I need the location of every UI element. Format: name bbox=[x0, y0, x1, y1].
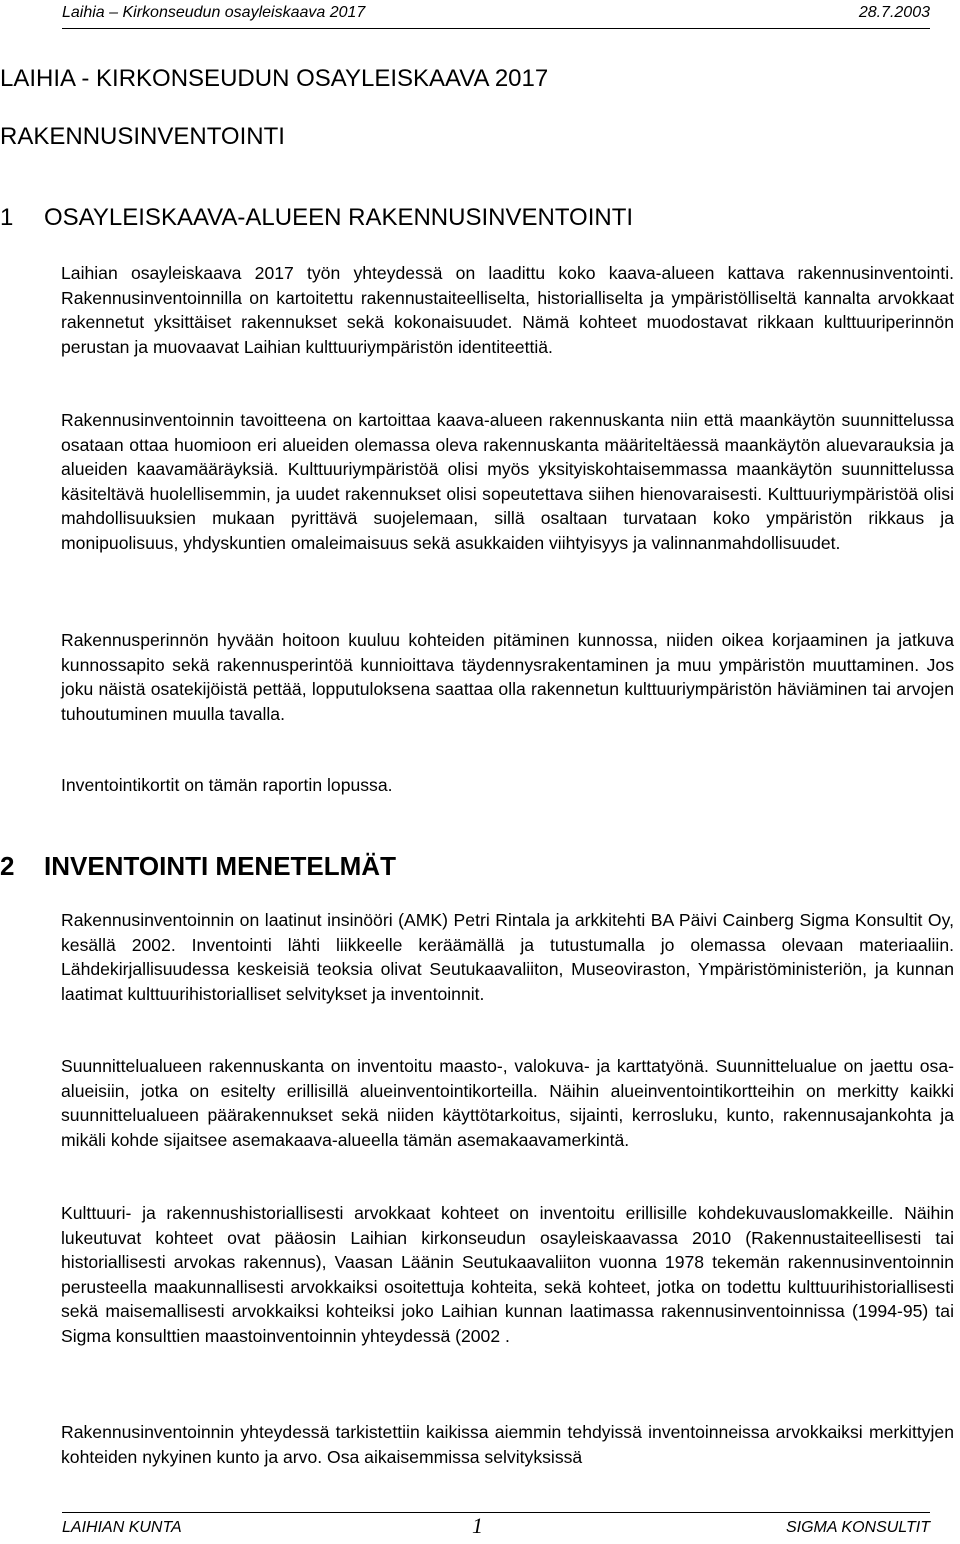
section-number: 1 bbox=[0, 204, 14, 231]
paragraph: Rakennusperinnön hyvään hoitoon kuuluu kohteiden pitäminen kunnossa, niiden oikea korjaaminen ja jatkuva kunnossapito sekä rakennusperintöä kunnioittava täydennysrakentaminen ja muu ympäristön muuttaminen. Jos joku näistä osatekijöistä pettää, lopputuloksena saattaa olla rakennetun kulttuuriympäristön häviäminen tai arvojen tuhoutuminen muulla tavalla. bbox=[61, 630, 954, 724]
section-heading-2 bbox=[0, 851, 396, 881]
footer-company: SIGMA KONSULTIT bbox=[785, 1519, 930, 1536]
paragraph: Rakennusinventoinnin tavoitteena on kartoittaa kaava-alueen rakennuskanta niin että maankäytön suunnittelussa osataan ottaa huomioon eri alueiden olemassa oleva rakennuskanta määriteltäessä maankäytön aluevarauksia ja alueiden kaavamääräyksiä. Kulttuuriympäristöä olisi myös yksityiskohtaisemmassa maankäytön suunnittelussa käsiteltävä huolellisemmin, ja uudet rakennukset olisi sopeutettava siihen hienovaraisesti. Kulttuuriympäristöä olisi mahdollisuuksien mukaan pyrittävä suojelemaan, sillä osaltaan turvataan koko ympäristön rikkaus ja monipuolisuus, yhdyskuntien omaleimaisuus sekä asukkaiden viihtyisyys ja valinnanmahdollisuudet. bbox=[61, 410, 954, 553]
document-title: LAIHIA - KIRKONSEUDUN OSAYLEISKAAVA 2017 bbox=[0, 65, 549, 92]
document-subtitle: RAKENNUSINVENTOINTI bbox=[0, 123, 285, 150]
page-footer bbox=[62, 1512, 930, 1544]
header-document-title: Laihia – Kirkonseudun osayleiskaava 2017 bbox=[62, 4, 366, 21]
paragraph: Kulttuuri- ja rakennushistoriallisesti arvokkaat kohteet on inventoitu erillisille kohdekuvauslomakkeille. Näihin lukeutuvat kohteet ovat pääosin Laihian kirkonseudun osayleiskaavassa 2010 (Rakennustaiteellisesti tai historiallisesti arvokas rakennus), Vaasan Läänin Seutukaavaliiton vuonna 1978 tekemän rakennusinventoinnin perusteella maakunnallisesti arvokkaiksi osoitettuja kohteita, sekä kohteet, jotka on todettu kulttuurihistoriallisesti sekä maisemallisesti arvokkaiksi kohteiksi joko Laihian kunnan laatimassa rakennusinventoinnissa (1994-95) tai Sigma konsulttien maastoinventoinnin yhteydessä (2002 . bbox=[61, 1203, 954, 1346]
section-number: 2 bbox=[0, 851, 15, 881]
paragraph: Laihian osayleiskaava 2017 työn yhteydessä on laadittu koko kaava-alueen kattava rakennusinventointi. Rakennusinventoinnilla on kartoitettu rakennustaiteelliselta, historialliselta ja ympäristölliseltä kannalta arvokkaat rakennetut yksittäiset rakennukset sekä kokonaisuudet. Nämä kohteet muodostavat rikkaan kulttuuriperinnön perustan ja muovaavat Laihian kulttuuriympäristön identiteettiä. bbox=[61, 263, 954, 357]
footer-municipality: LAIHIAN KUNTA bbox=[62, 1519, 182, 1536]
page-number: 1 bbox=[472, 1513, 483, 1538]
section-title: INVENTOINTI MENETELMÄT bbox=[44, 851, 396, 881]
paragraph: Rakennusinventoinnin on laatinut insinööri (AMK) Petri Rintala ja arkkitehti BA Päivi Cainberg Sigma Konsultit Oy, kesällä 2002. Inventointi lähti liikkeelle keräämällä ja tutustumalla jo olemassa olevaan materiaaliin. Lähdekirjallisuudessa keskeisiä teoksia olivat Seutukaavaliiton, Museoviraston, Ympäristöministeriön, ja kunnan laatimat kulttuurihistorialliset selvitykset ja inventoinnit. bbox=[61, 910, 954, 1004]
page-header bbox=[62, 0, 930, 29]
section-heading-1 bbox=[0, 203, 633, 233]
paragraph: Suunnittelualueen rakennuskanta on inventoitu maasto-, valokuva- ja karttatyönä. Suunnittelualue on jaettu osa-alueisiin, jotka on esitelty erillisillä alueinventointikorteilla. Näihin alueinventointikortteihin on merkitty kaikki suunnittelualueen päärakennukset sekä niiden käyttötarkoitus, sijainti, kerrosluku, kunto, rakennusajankohta ja mikäli kohde sijaitsee asemakaava-alueella tämän asemakaavamerkintä. bbox=[61, 1056, 954, 1150]
section-title: OSAYLEISKAAVA-ALUEEN RAKENNUSINVENTOINTI bbox=[44, 204, 634, 231]
header-date: 28.7.2003 bbox=[858, 4, 930, 21]
paragraph: Inventointikortit on tämän raportin lopussa. bbox=[61, 775, 393, 795]
paragraph: Rakennusinventoinnin yhteydessä tarkistettiin kaikissa aiemmin tehdyissä inventoinneissa arvokkaiksi merkittyjen kohteiden nykyinen kunto ja arvo. Osa aikaisemmissa selvityksissä bbox=[61, 1422, 954, 1467]
